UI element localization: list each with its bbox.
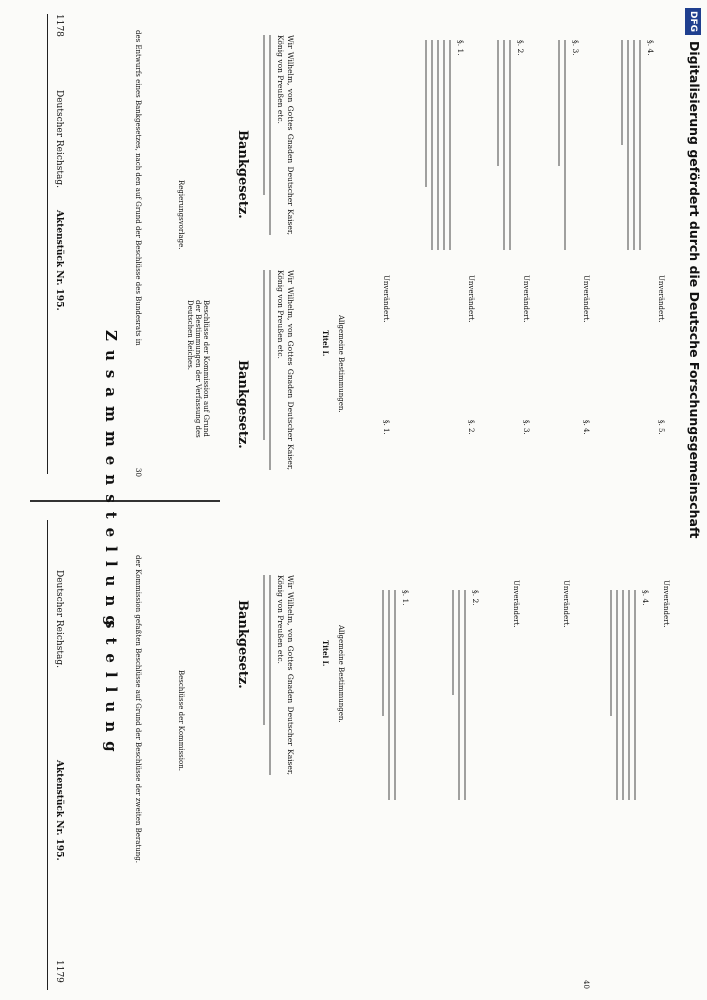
left-body-3: §. 3. [554, 40, 580, 250]
middle-para-3: §. 3. [522, 420, 530, 435]
middle-label-3: Unverändert. [522, 275, 530, 323]
law-title-left: Bankgesetz. [235, 130, 250, 219]
col-label-rp: Beschlüsse der Kommission. [177, 670, 185, 771]
dfg-watermark [683, 8, 705, 992]
header-rule-left [47, 14, 48, 474]
page-divider [30, 500, 220, 502]
page-mark-right: 40 [582, 980, 590, 989]
titel-middle: Titel I. [321, 330, 330, 357]
right-body-2: §. 2. [448, 590, 480, 800]
page-number-left: 1178 [54, 14, 64, 37]
left-body-1: §. 1. [421, 40, 465, 250]
dfg-badge: DFG [686, 8, 702, 35]
middle-label-4: Unverändert. [582, 275, 590, 323]
intro-left: Wir Wilhelm, von Gottes Gnaden Deutscher Kaiser, König von Preußen etc. [259, 35, 295, 235]
right-label-1: Unverändert. [512, 580, 520, 628]
titel-sub-middle: Allgemeine Bestimmungen. [337, 315, 345, 413]
left-body-2: §. 2. [493, 40, 525, 250]
law-title-right: Bankgesetz. [235, 600, 250, 689]
intro-right: Wir Wilhelm, von Gottes Gnaden Deutscher Kaiser, König von Preußen etc. [259, 575, 295, 775]
intro-middle: Wir Wilhelm, von Gottes Gnaden Deutscher Kaiser, König von Preußen etc. [259, 270, 295, 470]
middle-label-1: Unverändert. [382, 275, 390, 323]
middle-label-2: Unverändert. [467, 275, 475, 323]
middle-para-5: §. 5. [657, 420, 665, 435]
col-label-right: Beschlüsse der Kommission auf Grund der Bestimmungen der Verfassung des Deutschen Reiches. [186, 300, 210, 438]
heading-left: Zusammenstellung [102, 330, 120, 635]
right-label-3: Unverändert. [662, 580, 670, 628]
law-title-middle: Bankgesetz. [235, 360, 250, 449]
middle-label-5: Unverändert. [657, 275, 665, 323]
col-label-left: Regierungsvorlage. [177, 180, 185, 250]
right-body-1: §. 1. [378, 590, 410, 800]
page-number-right: 1179 [54, 960, 64, 983]
subheading-right: der Kommission gefaßten Beschlüsse auf Grund der Beschlüsse der zweiten Beratung. [134, 555, 142, 863]
running-head-left: Deutscher Reichstag. [54, 90, 64, 188]
header-rule-right [47, 520, 48, 990]
middle-para-4: §. 4. [582, 420, 590, 435]
middle-para-2: §. 2. [467, 420, 475, 435]
page-mark-left: 30 [134, 468, 142, 477]
right-body-3: §. 4. [606, 590, 650, 800]
session-left: Aktenstück Nr. 195. [54, 210, 64, 311]
left-body-4: §. 4. [617, 40, 655, 250]
titel-sub-right: Allgemeine Bestimmungen. [337, 625, 345, 723]
dfg-text: Digitalisierung gefördert durch die Deutsche Forschungsgemeinschaft [687, 41, 702, 539]
subheading-left: des Entwurfs eines Bankgesetzes, nach den auf Grund der Beschlüsse des Bundesrats in [134, 30, 142, 346]
session-right: Aktenstück Nr. 195. [54, 760, 64, 861]
heading-right: stellung [102, 620, 120, 761]
right-label-2: Unverändert. [562, 580, 570, 628]
middle-para-1: §. 1. [382, 420, 390, 435]
running-head-right: Deutscher Reichstag. [54, 570, 64, 668]
titel-right: Titel I. [321, 640, 330, 667]
